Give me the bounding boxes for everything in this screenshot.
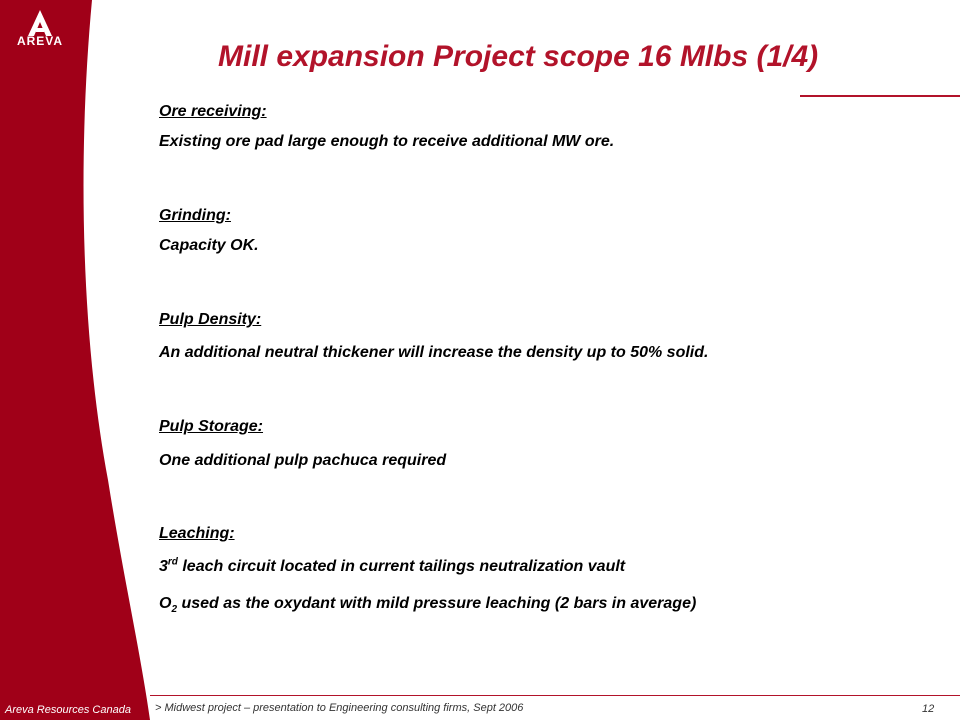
title-underline (800, 95, 960, 97)
logo-wordmark: AREVA (16, 34, 64, 48)
section-heading-pulp-storage: Pulp Storage: (159, 418, 264, 435)
page-number: 12 (922, 703, 935, 715)
section-text-pulp-density: An additional neutral thickener will increase the density up to 50% solid. (159, 344, 709, 361)
section-heading-leaching: Leaching: (159, 525, 235, 542)
section-text-leaching-2: $O_2$ used as the oxydant with mild pressure leaching (2 bars in average) (159, 595, 697, 616)
section-text-grinding: Capacity OK. (159, 237, 259, 254)
footer-company-name: Areva Resources Canada (5, 704, 131, 716)
section-text-pulp-storage: One additional pulp pachuca required (159, 452, 447, 469)
section-text-ore-receiving: Existing ore pad large enough to receive additional MW ore. (159, 133, 615, 150)
section-heading-pulp-density: Pulp Density: (159, 311, 262, 328)
footer-divider (150, 695, 960, 696)
slide-title: Mill expansion Project scope 16 Mlbs (1/4) (218, 40, 819, 73)
section-text-leaching-1: 3rd leach circuit located in current tailings neutralization vault (159, 556, 626, 575)
section-heading-ore-receiving: Ore receiving: (159, 103, 267, 120)
section-heading-grinding: Grinding: (159, 207, 231, 224)
footer-caption: > Midwest project – presentation to Engineering consulting firms, Sept 2006 (155, 702, 524, 714)
